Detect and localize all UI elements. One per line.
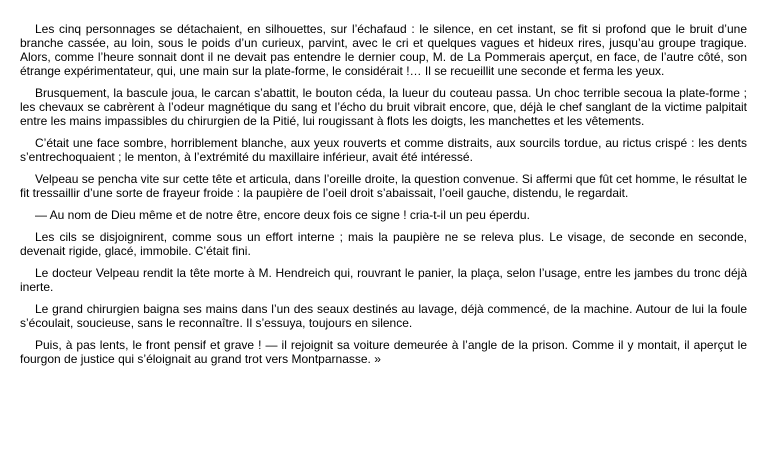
- paragraph-2: Brusquement, la bascule joua, le carcan s’abattit, le bouton céda, la lueur du couteau passa. Un choc terrible secoua la plate-forme ; les chevaux se cabrèrent à l’odeur magnétique du sang et l’écho du bruit vibrait encore, que, déjà le chef sanglant de la victime palpitait entre les mains impassibles du chirurgien de la Pitié, lui rougissant à flots les doigts, les manchettes et les vêtements.: [20, 86, 747, 128]
- paragraph-6: Les cils se disjoignirent, comme sous un effort interne ; mais la paupière ne se releva plus. Le visage, de seconde en seconde, devenait rigide, glacé, immobile. C’était fini.: [20, 230, 747, 258]
- paragraph-8: Le grand chirurgien baigna ses mains dans l’un des seaux destinés au lavage, déjà commencé, de la machine. Autour de lui la foule s’écoulait, soucieuse, sans le reconnaître. Il s’essuya, toujours en silence.: [20, 302, 747, 330]
- paragraph-4: Velpeau se pencha vite sur cette tête et articula, dans l’oreille droite, la question convenue. Si affermi que fût cet homme, le résultat le fit tressaillir d’une sorte de frayeur froide : la paupière de l’oeil droit s’abaissait, l’oeil gauche, distendu, le regardait.: [20, 172, 747, 200]
- paragraph-1: Les cinq personnages se détachaient, en silhouettes, sur l’échafaud : le silence, en cet instant, se fit si profond que le bruit d’une branche cassée, au loin, sous le poids d’un curieux, parvint, avec le cri et quelques vagues et hideux rires, jusqu’au groupe tragique. Alors, comme l’heure sonnait dont il ne devait pas entendre le dernier coup, M. de La Pommerais aperçut, en face, de l’autre côté, son étrange expérimentateur, qui, une main sur la plate-forme, le considérait !… Il se recueillit une seconde et ferma les yeux.: [20, 22, 747, 78]
- paragraph-9: Puis, à pas lents, le front pensif et grave ! — il rejoignit sa voiture demeurée à l’angle de la prison. Comme il y montait, il aperçut le fourgon de justice qui s’éloignait au grand trot vers Montparnasse. »: [20, 338, 747, 366]
- paragraph-3: C’était une face sombre, horriblement blanche, aux yeux rouverts et comme distraits, aux sourcils tordue, au rictus crispé : les dents s’entrechoquaient ; le menton, à l’extrémité du maxillaire inférieur, avait été intéressé.: [20, 136, 747, 164]
- paragraph-7: Le docteur Velpeau rendit la tête morte à M. Hendreich qui, rouvrant le panier, la plaça, selon l’usage, entre les jambes du tronc déjà inerte.: [20, 266, 747, 294]
- paragraph-5: — Au nom de Dieu même et de notre être, encore deux fois ce signe ! cria-t-il un peu éperdu.: [35, 208, 530, 222]
